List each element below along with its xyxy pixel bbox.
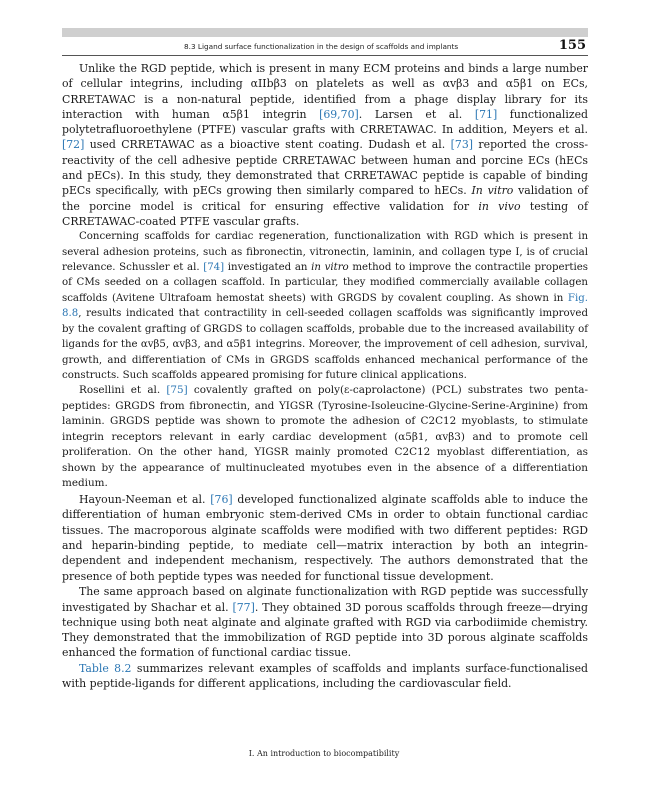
text-run: . Larsen et al. [358,107,475,121]
citation-link[interactable]: [72] [62,138,85,152]
text-run: used CRRETAWAC as a bioactive stent coating. Dudash et al. [84,138,451,152]
text-run: validation of the porcine model is critical for ensuring effective validation for [62,184,588,213]
text-run: Unlike the RGD peptide, which is present in many ECM proteins and binds a large number of cellular integrins, including αIIbβ3 on platelets as well as αvβ3 and α5β1 on ECs, CRRETAWAC is a non-natural peptide, identified from a phage display library for its interaction with human α5β1 integrin [62,62,588,121]
header-bar [62,28,588,37]
paragraph [62,61,588,229]
citation-link[interactable]: [74] [203,262,225,274]
citation-link[interactable]: Fig. 8.8 [62,292,588,320]
text-run: Hayoun-Neeman et al. [79,492,211,506]
paragraph [62,383,588,492]
body-text [62,61,588,691]
running-title: 8.3 Ligand surface functionalization in the design of scaffolds and implants [184,42,459,51]
text-run: developed functionalized alginate scaffolds able to induce the differentiation of human embryonic stem-derived CMs in order to obtain functional cardiac tissues. The macroporous alginate scaffolds were modified with two different peptides: RGD and heparin-binding peptide, to mediate cell—matrix interaction by both an integrin-dependent and independent mechanism, respectively. The authors demonstrated that the presence of both peptide types was needed for functional tissue development. [62,492,588,583]
text-run: , results indicated that contractility in cell-seeded collagen scaffolds was significantly improved by the covalent grafting of GRGDS to collagen scaffolds, probable due to the increased availability of ligands for the αvβ5, αvβ3, and α5β1 integrins. Moreover, the improvement of cell adhesion, survival, growth, and differentiation of CMs in GRGDS scaffolds enhanced mechanical performance of the constructs. Such scaffolds appeared promising for future clinical applications. [62,308,588,381]
text-run: . They obtained 3D porous scaffolds through freeze—drying technique using both neat alginate and alginate grafted with RGD via carbodiimide chemistry. They demonstrated that the immobilization of RGD peptide into 3D porous alginate scaffolds enhanced the formation of functional cardiac tissue. [62,600,588,660]
paragraph [62,584,588,660]
text-run: reported the cross-reactivity of the cell adhesive peptide CRRETAWAC between human and porcine ECs (hECs and pECs). In this study, they demonstrated that CRRETAWAC peptide is capable of binding pECs specifically, with pECs growing then similarly compared to hECs. [62,138,589,198]
text-run: covalently grafted on poly(ε-caprolactone) (PCL) substrates two penta-peptides: GRGDS from fibronectin, and YIGSR (Tyrosine-Isoleucine-Glycine-Serine-Arginine) from laminin. GRGDS peptide was shown to promote the adhesion of C2C12 myoblasts, to stimulate integrin receptors relevant in early cardiac development (α5β1, αvβ3) and to promote cell proliferation. On the other hand, YIGSR mainly promoted C2C12 myoblast differentiation, as shown by the appearance of multinucleated myotubes even in the absence of a differentiation medium. [62,384,588,490]
text-run: The same approach based on alginate functionalization with RGD peptide was successfully investigated by Shachar et al. [62,585,588,614]
citation-link[interactable]: Table 8.2 [79,661,132,675]
citation-link[interactable]: [77] [232,600,255,614]
text-run: Rosellini et al. [79,384,167,397]
italic-text: In vitro [471,184,514,198]
text-run: testing of CRRETAWAC-coated PTFE vascular grafts. [62,199,588,228]
paragraph [62,492,588,584]
citation-link[interactable]: [75] [166,384,188,397]
footer: I. An introduction to biocompatibility [248,749,400,758]
text-run: summarizes relevant examples of scaffolds and implants surface-functionalised with peptide-ligands for different applications, including the cardiovascular field. [62,661,589,691]
citation-link[interactable]: [69,70] [319,107,359,121]
text-run: Concerning scaffolds for cardiac regeneration, functionalization with RGD which is present in several adhesion proteins, such as fibronectin, vitronectin, laminin, and collagen type I, is of crucial relevance. Schussler et al. [62,231,588,274]
citation-link[interactable]: [76] [210,492,233,506]
paragraph [62,229,588,383]
page-number: 155 [558,38,586,53]
text-run: method to improve the contractile properties of CMs seeded on a collagen scaffold. In particular, they modified commercially available collagen scaffolds (Avitene Ultrafoam hemostat sheets) with GRGDS by covalent coupling. As shown in [62,262,589,304]
italic-text: in vitro [311,262,349,274]
text-run: functionalized polytetrafluoroethylene (PTFE) vascular grafts with CRRETAWAC. In addition, Meyers et al. [62,107,588,137]
paragraph [62,661,588,692]
citation-link[interactable]: [73] [450,138,473,152]
italic-text: in vivo [478,199,521,213]
text-run: investigated an [224,262,312,274]
running-header [62,37,588,56]
citation-link[interactable]: [71] [474,107,498,121]
